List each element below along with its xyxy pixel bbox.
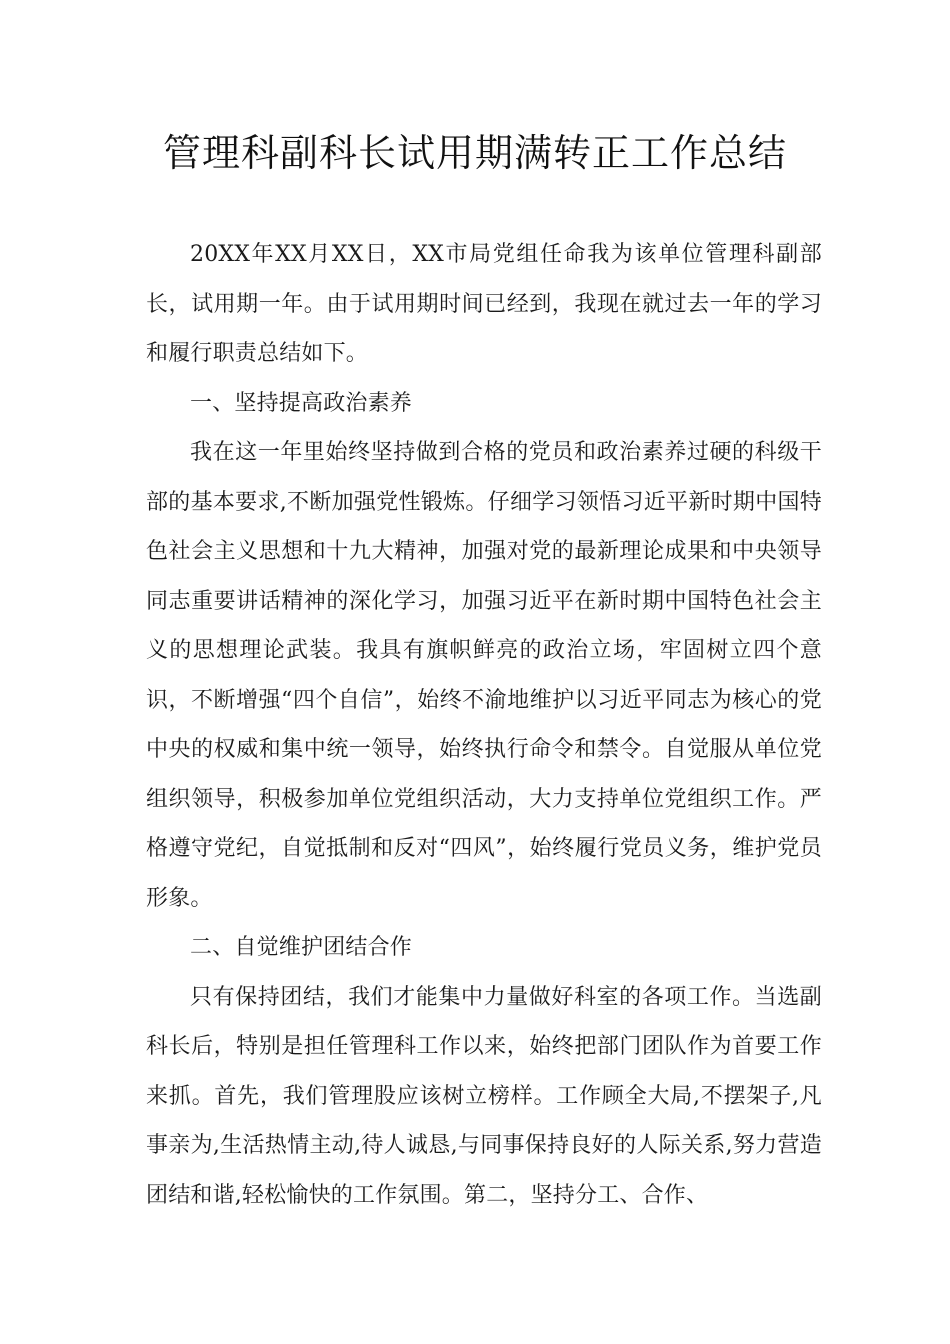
document-title: 管理科副科长试用期满转正工作总结: [162, 131, 787, 175]
section-heading-1: 一、坚持提高政治素养: [190, 390, 413, 416]
document-body: [146, 230, 822, 1220]
paragraph-unity: 只有保持团结，我们才能集中力量做好科室的各项工作。当选副科长后，特别是担任管理科工作以来，始终把部门团队作为首要工作来抓。首先，我们管理股应该树立榜样。工作顾全大局,不摆架子,凡事亲为,生活热情主动,待人诚恳,与同事保持良好的人际关系,努力营造团结和谐,轻松愉快的工作氛围。第二，坚持分工、合作、: [146, 984, 822, 1208]
paragraph-intro: 20XX年XX月XX日，XX市局党组任命我为该单位管理科副部长，试用期一年。由于试用期时间已经到，我现在就过去一年的学习和履行职责总结如下。: [146, 242, 822, 366]
paragraph-political: 我在这一年里始终坚持做到合格的党员和政治素养过硬的科级干部的基本要求,不断加强党性锻炼。仔细学习领悟习近平新时期中国特色社会主义思想和十九大精神，加强对党的最新理论成果和中央领导同志重要讲话精神的深化学习，加强习近平在新时期中国特色社会主义的思想理论武装。我具有旗帜鲜亮的政治立场，牢固树立四个意识，不断增强“四个自信”，始终不渝地维护以习近平同志为核心的党中央的权威和集中统一领导，始终执行命令和禁令。自觉服从单位党组织领导，积极参加单位党组织活动，大力支持单位党组织工作。严格遵守党纪，自觉抵制和反对“四风”，始终履行党员义务，维护党员形象。: [146, 440, 822, 911]
section-heading-2: 二、自觉维护团结合作: [190, 935, 413, 960]
